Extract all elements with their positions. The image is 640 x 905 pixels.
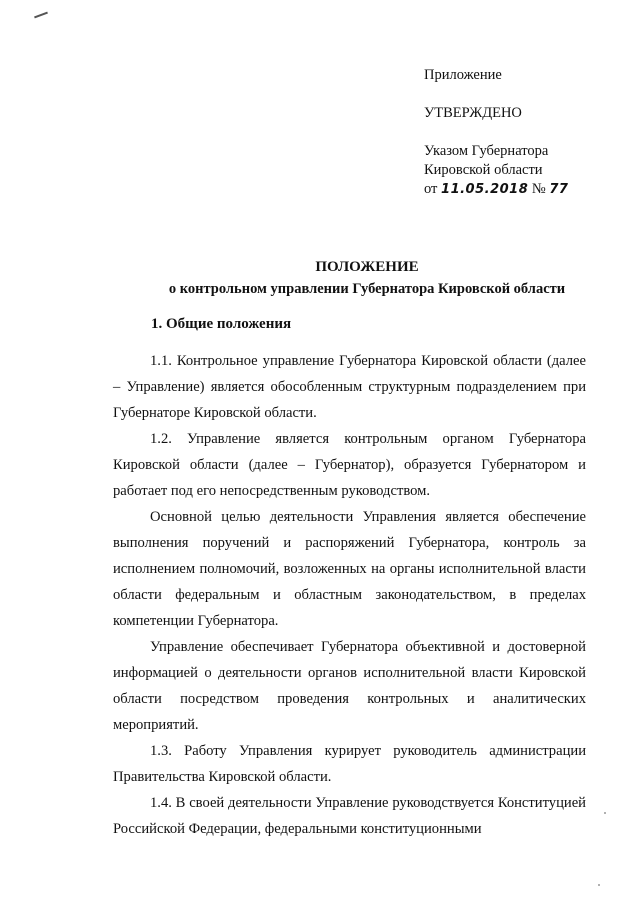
scan-mark [34, 12, 48, 19]
appendix-label: Приложение [424, 67, 502, 83]
title-line-2: о контрольном управлении Губернатора Кировской области [168, 281, 566, 297]
paragraph: 1.2. Управление является контрольным органом Губернатора Кировской области (далее – Губернатор), образуется Губернатором и работает под его непосредственным руководством. [113, 431, 586, 499]
decree-line-2: Кировской области [424, 162, 543, 178]
body-text [113, 348, 586, 842]
paragraph: 1.4. В своей деятельности Управление руководствуется Конституцией Российской Федерации, федеральными конституционными [113, 795, 586, 837]
paragraph: 1.1. Контрольное управление Губернатора Кировской области (далее – Управление) является обособленным структурным подразделением при Губернаторе Кировской области. [113, 353, 586, 421]
date-prefix: от [424, 181, 438, 197]
decree-line-1: Указом Губернатора [424, 143, 549, 159]
document-title [112, 256, 622, 300]
handwritten-number: 77 [549, 182, 569, 197]
approved-label: УТВЕРЖДЕНО [424, 105, 522, 121]
paragraph: 1.3. Работу Управления курирует руководитель администрации Правительства Кировской области. [113, 743, 586, 785]
scan-dot [598, 884, 600, 886]
scan-dot [604, 812, 606, 814]
approval-stamp-block [424, 66, 624, 199]
title-line-1: ПОЛОЖЕНИЕ [315, 259, 419, 275]
decree-date-line [424, 180, 624, 199]
handwritten-date: 11.05.2018 [441, 182, 529, 197]
section-heading: 1. Общие положения [151, 316, 292, 332]
number-label: № [531, 181, 546, 197]
paragraph: Основной целью деятельности Управления является обеспечение выполнения поручений и распоряжений Губернатора, контроль за исполнением полномочий, возложенных на органы исполнительной власти области федеральным и областным законодательством, в пределах компетенции Губернатора. [113, 509, 586, 629]
paragraph: Управление обеспечивает Губернатора объективной и достоверной информацией о деятельности органов исполнительной власти Кировской области посредством проведения контрольных и аналитических мероприятий. [113, 639, 586, 733]
